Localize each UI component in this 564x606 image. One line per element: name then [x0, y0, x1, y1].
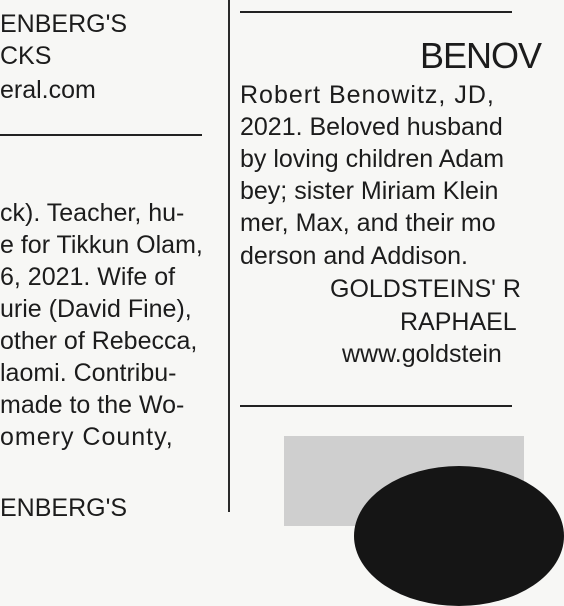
right-body-line-1: Robert Benowitz, JD, [240, 81, 495, 109]
right-funeral-home-website: www.goldstein [342, 340, 502, 368]
right-body-line-5: mer, Max, and their mo [240, 209, 496, 237]
right-obituary-column [236, 0, 542, 512]
portrait-hair-shadow [354, 466, 564, 606]
obituary-surname-heading: BENOV [420, 35, 542, 76]
right-funeral-home-name: GOLDSTEINS' R [330, 275, 521, 303]
right-body-line-2: 2021. Beloved husband [240, 113, 503, 141]
left-body-line-2: e for Tikkun Olam, [0, 231, 203, 259]
left-body-line-4: urie (David Fine), [0, 295, 192, 323]
left-body-line-1: ck). Teacher, hu- [0, 199, 185, 227]
right-top-rule [240, 11, 512, 13]
right-body-line-6: derson and Addison. [240, 242, 468, 270]
left-body-line-3: 6, 2021. Wife of [0, 263, 176, 291]
left-funeral-home-subtitle: CKS [0, 42, 52, 70]
right-body-line-3: by loving children Adam [240, 145, 505, 173]
left-body-line-5: other of Rebecca, [0, 327, 198, 355]
right-bottom-rule [240, 405, 512, 407]
left-funeral-home-name-bottom: ENBERG'S [0, 494, 128, 522]
left-section-rule [0, 134, 202, 136]
left-body-line-7: made to the Wo- [0, 391, 185, 419]
left-body-line-8: omery County, [0, 423, 174, 451]
left-funeral-home-website: eral.com [0, 76, 96, 104]
left-body-line-6: laomi. Contribu- [0, 359, 177, 387]
right-funeral-home-subtitle: RAPHAEL [400, 308, 517, 336]
left-funeral-home-name: ENBERG'S [0, 10, 128, 38]
left-obituary-column [0, 0, 228, 522]
column-divider [228, 0, 230, 512]
right-body-line-4: bey; sister Miriam Klein [240, 177, 499, 205]
obituary-portrait-photo [284, 436, 524, 526]
